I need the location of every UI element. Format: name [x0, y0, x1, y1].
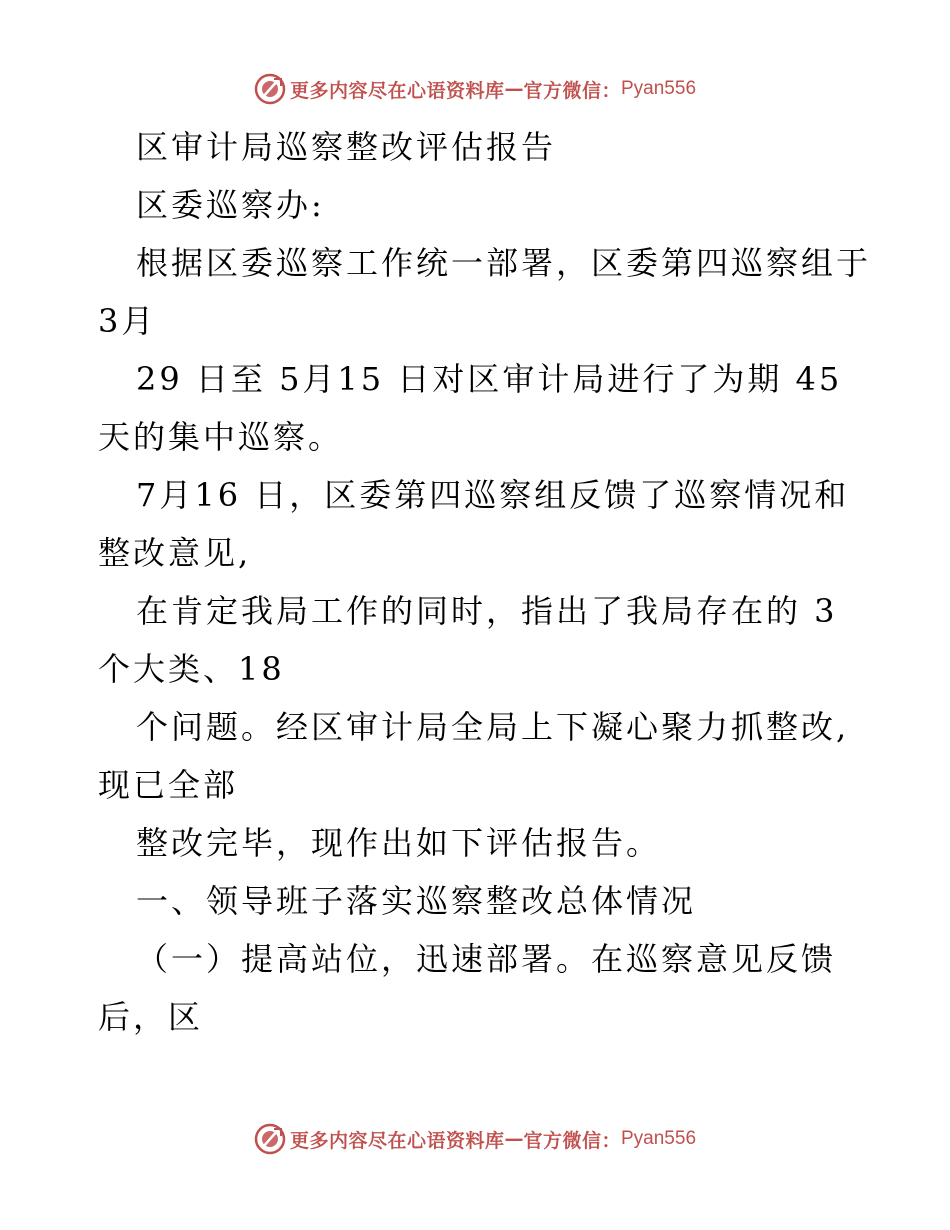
watermark-contact-label: 官方微信： — [523, 1129, 621, 1152]
document-line: 一、领导班子落实巡察整改总体情况 — [136, 882, 697, 920]
watermark-separator: — — [504, 1128, 524, 1150]
watermark-wechat-id: Pyan556 — [621, 78, 697, 99]
watermark-text: 更多内容尽在心语资料库 — [289, 79, 505, 102]
document-line: 个问题。经区审计局全局上下凝心聚力抓整改, — [136, 708, 850, 746]
watermark-wechat-id: Pyan556 — [621, 1128, 697, 1149]
brand-logo-icon — [254, 73, 286, 105]
watermark-separator: — — [504, 78, 524, 100]
document-line: 在肯定我局工作的同时，指出了我局存在的 3 — [136, 592, 838, 630]
document-line: （一）提高站位，迅速部署。在巡察意见反馈 — [136, 940, 837, 978]
header-watermark — [0, 72, 950, 106]
document-line: 区审计局巡察整改评估报告 — [136, 128, 557, 166]
document-line: 3月 — [98, 302, 157, 340]
document-line: 区委巡察办: — [136, 186, 325, 224]
document-line: 现已全部 — [98, 766, 239, 804]
footer-watermark — [0, 1122, 950, 1156]
document-line: 个大类、18 — [98, 650, 285, 688]
document-line: 整改意见, — [98, 534, 252, 572]
document-line: 29 日至 5月15 日对区审计局进行了为期 45 — [136, 360, 843, 398]
watermark-text: 更多内容尽在心语资料库 — [289, 1129, 505, 1152]
document-body — [98, 118, 872, 1046]
document-line: 天的集中巡察。 — [98, 418, 344, 456]
watermark-contact-label: 官方微信： — [523, 79, 621, 102]
document-line: 7月16 日，区委第四巡察组反馈了巡察情况和 — [136, 476, 850, 514]
document-line: 根据区委巡察工作统一部署，区委第四巡察组于 — [136, 244, 872, 282]
document-line: 后，区 — [98, 998, 204, 1036]
brand-logo-icon — [254, 1123, 286, 1155]
document-line: 整改完毕，现作出如下评估报告。 — [136, 824, 662, 862]
